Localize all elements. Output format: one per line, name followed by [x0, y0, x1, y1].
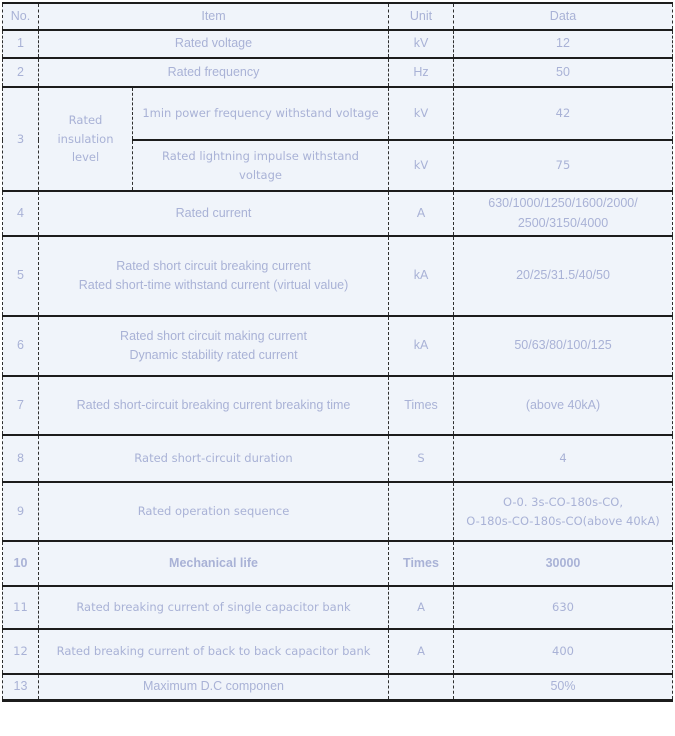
table-row	[3, 435, 673, 482]
cell-text: kV	[413, 36, 429, 51]
cell-text: 12	[556, 36, 570, 51]
cell-text: A	[416, 205, 426, 220]
data-cell	[454, 586, 673, 629]
data-cell	[454, 58, 673, 87]
table-row	[3, 629, 673, 674]
cell-text: 9	[16, 504, 25, 519]
table-row	[3, 376, 673, 435]
unit-cell	[389, 87, 454, 140]
cell-text: 12	[13, 644, 28, 659]
cell-text: O-0. 3s-CO-180s-CO,	[503, 495, 623, 510]
item-cell	[133, 140, 389, 191]
unit-cell	[389, 140, 454, 191]
row-number-cell	[3, 316, 39, 376]
unit-cell	[389, 58, 454, 87]
cell-text: kV	[413, 106, 429, 121]
unit-cell	[389, 435, 454, 482]
cell-text: 3	[16, 131, 25, 146]
table-row	[3, 191, 673, 236]
cell-text: 630/1000/1250/1600/2000/	[488, 196, 638, 211]
row-number-cell	[3, 191, 39, 236]
cell-text: 5	[17, 268, 24, 283]
table-row	[3, 674, 673, 700]
cell-text: 2500/3150/4000	[517, 215, 609, 230]
cell-text: A	[417, 644, 425, 659]
item-cell	[39, 236, 389, 316]
row-number-cell	[3, 236, 39, 316]
data-cell	[454, 87, 673, 140]
cell-text: A	[417, 600, 425, 615]
cell-text: Rated voltage	[174, 36, 253, 51]
cell-text: Rated short-circuit duration	[134, 451, 293, 466]
cell-text: Rated short-circuit breaking current breaking time	[76, 397, 351, 412]
cell-text: kA	[413, 268, 429, 283]
cell-text: 50/63/80/100/125	[514, 338, 612, 353]
row-number-cell	[3, 58, 39, 87]
unit-cell	[389, 236, 454, 316]
item-cell	[39, 482, 389, 541]
data-cell	[454, 236, 673, 316]
data-cell	[454, 541, 673, 586]
item-cell	[39, 376, 389, 435]
cell-text: S	[417, 451, 425, 466]
data-cell	[454, 674, 673, 700]
cell-text: Times	[403, 555, 439, 570]
item-cell	[39, 58, 389, 87]
row-number-cell	[3, 87, 39, 191]
data-cell	[454, 191, 673, 236]
cell-text: 1	[17, 36, 24, 51]
cell-text: 75	[555, 158, 571, 173]
cell-text: Rated insulation level	[57, 113, 114, 165]
table-row	[3, 316, 673, 376]
item-cell	[39, 586, 389, 629]
unit-cell	[389, 541, 454, 586]
row-number-cell	[3, 482, 39, 541]
cell-text: Rated frequency	[167, 64, 260, 79]
cell-text: kA	[413, 338, 429, 353]
cell-text: 400	[552, 644, 574, 659]
cell-text: 4	[559, 451, 567, 466]
unit-cell	[389, 586, 454, 629]
cell-text: Rated breaking current of back to back capacitor bank	[56, 644, 371, 659]
cell-text: 10	[13, 555, 28, 570]
col-header-data: Data	[454, 3, 673, 30]
table-row	[3, 87, 673, 140]
header-row	[3, 3, 673, 30]
unit-cell	[389, 482, 454, 541]
cell-text: 1min power frequency withstand voltage	[142, 106, 379, 121]
unit-cell	[389, 30, 454, 58]
data-cell	[454, 316, 673, 376]
item-group-cell	[39, 87, 133, 191]
cell-text: 7	[17, 397, 24, 412]
item-cell	[39, 674, 389, 700]
unit-cell	[389, 316, 454, 376]
row-number-cell	[3, 435, 39, 482]
data-cell	[454, 376, 673, 435]
table-row	[3, 541, 673, 586]
cell-text: Rated lightning impulse withstand voltage	[162, 149, 359, 182]
table-row	[3, 482, 673, 541]
cell-text: Rated operation sequence	[137, 504, 290, 519]
unit-cell	[389, 191, 454, 236]
cell-text: 11	[13, 600, 28, 615]
table-row	[3, 586, 673, 629]
item-cell	[39, 541, 389, 586]
cell-text: Rated short circuit making current	[120, 328, 307, 343]
cell-text: 50	[556, 64, 570, 79]
cell-text: 13	[13, 679, 28, 694]
cell-text: Times	[404, 397, 438, 412]
col-header-no: No.	[3, 3, 39, 30]
table-row	[3, 58, 673, 87]
row-number-cell	[3, 376, 39, 435]
table-row	[3, 236, 673, 316]
data-cell	[454, 140, 673, 191]
cell-text: Hz	[413, 64, 429, 79]
cell-text: 30000	[545, 555, 581, 570]
cell-text: O-180s-CO-180s-CO(above 40kA)	[466, 513, 660, 528]
cell-text: 630	[552, 600, 574, 615]
specification-table	[2, 2, 673, 702]
data-cell	[454, 482, 673, 541]
unit-cell	[389, 376, 454, 435]
unit-cell	[389, 674, 454, 700]
col-header-item: Item	[39, 3, 389, 30]
data-cell	[454, 30, 673, 58]
cell-text: Mechanical life	[169, 555, 258, 570]
cell-text: kV	[413, 158, 429, 173]
table-row	[3, 30, 673, 58]
item-cell	[133, 87, 389, 140]
cell-text: Rated current	[175, 205, 252, 220]
item-cell	[39, 435, 389, 482]
cell-text: (above 40kA)	[525, 397, 601, 412]
cell-text: Maximum D.C componen	[142, 679, 284, 694]
cell-text: 8	[16, 451, 25, 466]
row-number-cell	[3, 30, 39, 58]
unit-cell	[389, 629, 454, 674]
cell-text: Rated breaking current of single capacitor bank	[76, 600, 351, 615]
row-number-cell	[3, 541, 39, 586]
cell-text: 20/25/31.5/40/50	[516, 268, 610, 283]
data-cell	[454, 629, 673, 674]
cell-text: 6	[17, 338, 24, 353]
item-cell	[39, 30, 389, 58]
cell-text: Dynamic stability rated current	[129, 348, 298, 362]
row-number-cell	[3, 674, 39, 700]
item-cell	[39, 191, 389, 236]
cell-text: 50%	[550, 679, 576, 694]
cell-text: Rated short circuit breaking current	[116, 258, 311, 273]
data-cell	[454, 435, 673, 482]
row-number-cell	[3, 586, 39, 629]
item-cell	[39, 316, 389, 376]
cell-text: 4	[17, 205, 24, 220]
row-number-cell	[3, 629, 39, 674]
cell-text: 2	[17, 64, 24, 79]
cell-text: 42	[555, 106, 571, 121]
cell-text: Rated short-time withstand current (virtual value)	[78, 278, 349, 292]
table-body	[3, 30, 673, 700]
col-header-unit: Unit	[389, 3, 454, 30]
item-cell	[39, 629, 389, 674]
